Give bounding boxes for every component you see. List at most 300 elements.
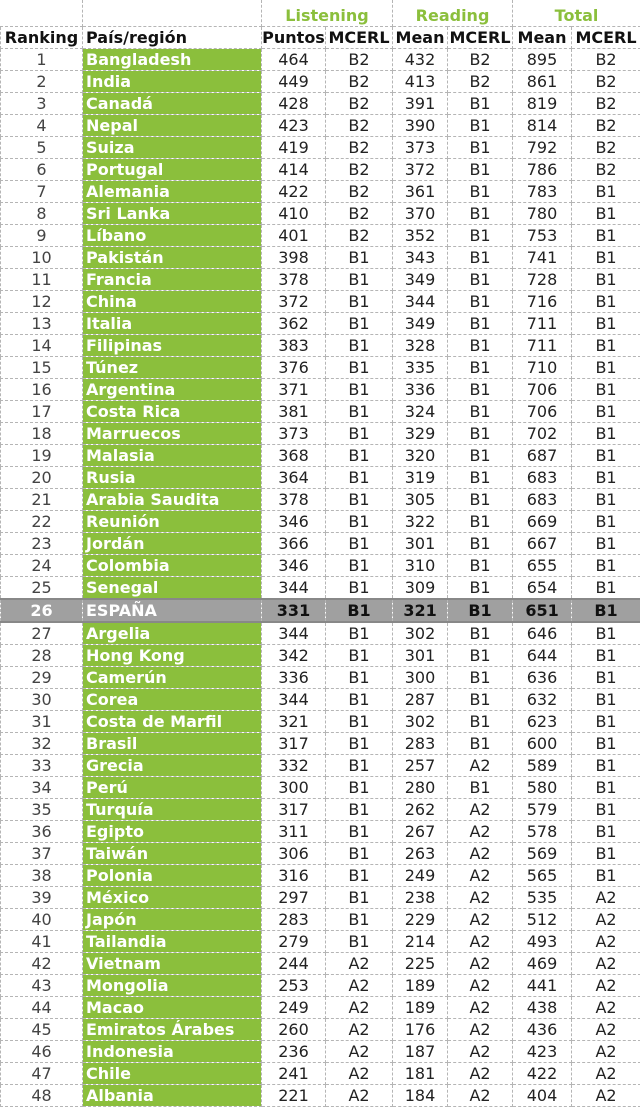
total-mean-cell: 792 [513,137,572,159]
reading-mean-cell: 263 [393,843,448,865]
total-mean-cell: 667 [513,533,572,555]
rank-cell: 8 [1,203,83,225]
table-row [1,689,640,711]
reading-mean-cell: 352 [393,225,448,247]
rank-cell: 14 [1,335,83,357]
column-header-reading-mean: Mean [393,27,448,49]
rank-cell: 4 [1,115,83,137]
country-cell: México [83,887,262,909]
total-mcerl-cell: B1 [572,225,640,247]
listening-mcerl-cell: A2 [326,997,393,1019]
table-row [1,115,640,137]
total-mean-cell: 589 [513,755,572,777]
total-mcerl-cell: B2 [572,71,640,93]
total-mcerl-cell: B1 [572,711,640,733]
listening-mcerl-cell: B2 [326,181,393,203]
table-row [1,291,640,313]
total-mean-cell: 423 [513,1041,572,1063]
listening-points-cell: 414 [262,159,326,181]
reading-mean-cell: 344 [393,291,448,313]
reading-mean-cell: 413 [393,71,448,93]
country-cell: Taiwán [83,843,262,865]
reading-mcerl-cell: B1 [448,423,513,445]
total-mcerl-cell: A2 [572,1063,640,1085]
total-mean-cell: 786 [513,159,572,181]
listening-mcerl-cell: B1 [326,401,393,423]
total-mcerl-cell: B1 [572,291,640,313]
reading-mcerl-cell: B1 [448,667,513,689]
country-cell: Macao [83,997,262,1019]
rank-cell: 15 [1,357,83,379]
table-row [1,777,640,799]
total-mcerl-cell: B1 [572,865,640,887]
total-mean-cell: 422 [513,1063,572,1085]
listening-mcerl-cell: B1 [326,645,393,667]
reading-mean-cell: 310 [393,555,448,577]
reading-mean-cell: 302 [393,711,448,733]
country-cell: Argelia [83,622,262,645]
table-row [1,953,640,975]
table-row [1,511,640,533]
listening-mcerl-cell: B1 [326,865,393,887]
table-row [1,755,640,777]
table-row [1,931,640,953]
total-mcerl-cell: A2 [572,1019,640,1041]
total-mcerl-cell: B1 [572,269,640,291]
table-row [1,225,640,247]
total-mean-cell: 819 [513,93,572,115]
reading-mean-cell: 280 [393,777,448,799]
reading-mcerl-cell: A2 [448,865,513,887]
listening-points-cell: 344 [262,689,326,711]
table-row [1,379,640,401]
total-mcerl-cell: B1 [572,467,640,489]
listening-mcerl-cell: B1 [326,291,393,313]
country-cell: Camerún [83,667,262,689]
table-row [1,401,640,423]
reading-mcerl-cell: B1 [448,335,513,357]
listening-points-cell: 346 [262,511,326,533]
total-mean-cell: 644 [513,645,572,667]
listening-mcerl-cell: B2 [326,115,393,137]
country-cell: Suiza [83,137,262,159]
reading-mcerl-cell: A2 [448,975,513,997]
listening-points-cell: 371 [262,379,326,401]
total-mean-cell: 814 [513,115,572,137]
total-mcerl-cell: B1 [572,445,640,467]
listening-points-cell: 344 [262,577,326,600]
listening-mcerl-cell: B2 [326,93,393,115]
reading-mean-cell: 238 [393,887,448,909]
rank-cell: 45 [1,1019,83,1041]
total-mean-cell: 578 [513,821,572,843]
rank-cell: 33 [1,755,83,777]
listening-mcerl-cell: B1 [326,357,393,379]
reading-mean-cell: 370 [393,203,448,225]
table-row [1,1041,640,1063]
table-row [1,577,640,600]
reading-mean-cell: 391 [393,93,448,115]
reading-mcerl-cell: A2 [448,799,513,821]
listening-mcerl-cell: B1 [326,555,393,577]
rank-cell: 21 [1,489,83,511]
reading-mean-cell: 324 [393,401,448,423]
reading-mcerl-cell: B1 [448,269,513,291]
country-cell: Corea [83,689,262,711]
country-cell: Emiratos Árabes [83,1019,262,1041]
rank-cell: 11 [1,269,83,291]
reading-mean-cell: 184 [393,1085,448,1107]
reading-mcerl-cell: B1 [448,203,513,225]
listening-mcerl-cell: B1 [326,733,393,755]
group-header-total: Total [513,0,640,27]
listening-points-cell: 372 [262,291,326,313]
listening-mcerl-cell: B1 [326,711,393,733]
listening-mcerl-cell: B1 [326,247,393,269]
table-row [1,865,640,887]
rank-cell: 36 [1,821,83,843]
total-mean-cell: 436 [513,1019,572,1041]
country-cell: Jordán [83,533,262,555]
listening-points-cell: 364 [262,467,326,489]
table-row [1,599,640,622]
column-header-listening-points: Puntos [262,27,325,47]
reading-mean-cell: 390 [393,115,448,137]
total-mcerl-cell: B1 [572,489,640,511]
table-row [1,533,640,555]
rank-cell: 5 [1,137,83,159]
reading-mcerl-cell: B1 [448,555,513,577]
table-row [1,1063,640,1085]
reading-mcerl-cell: B1 [448,511,513,533]
total-mean-cell: 565 [513,865,572,887]
listening-mcerl-cell: B1 [326,533,393,555]
rank-cell: 19 [1,445,83,467]
total-mean-cell: 646 [513,622,572,645]
reading-mean-cell: 189 [393,975,448,997]
listening-mcerl-cell: A2 [326,1063,393,1085]
country-cell: Portugal [83,159,262,181]
rank-cell: 26 [1,599,83,622]
total-mean-cell: 469 [513,953,572,975]
country-cell: Hong Kong [83,645,262,667]
total-mcerl-cell: A2 [572,953,640,975]
listening-mcerl-cell: B1 [326,931,393,953]
total-mcerl-cell: B1 [572,357,640,379]
total-mcerl-cell: B1 [572,599,640,622]
total-mcerl-cell: B2 [572,115,640,137]
total-mcerl-cell: B1 [572,689,640,711]
reading-mean-cell: 300 [393,667,448,689]
listening-points-cell: 368 [262,445,326,467]
reading-mean-cell: 214 [393,931,448,953]
listening-points-cell: 419 [262,137,326,159]
rank-cell: 39 [1,887,83,909]
column-header-reading-mcerl: MCERL [449,27,511,47]
reading-mcerl-cell: B1 [448,313,513,335]
listening-mcerl-cell: B1 [326,909,393,931]
rank-cell: 27 [1,622,83,645]
total-mcerl-cell: A2 [572,887,640,909]
total-mcerl-cell: B1 [572,645,640,667]
reading-mean-cell: 301 [393,645,448,667]
listening-points-cell: 381 [262,401,326,423]
rank-cell: 22 [1,511,83,533]
reading-mean-cell: 335 [393,357,448,379]
rank-cell: 18 [1,423,83,445]
country-cell: Senegal [83,577,262,600]
column-header-country: País/región [83,27,262,49]
listening-points-cell: 464 [262,49,326,71]
country-cell: Rusia [83,467,262,489]
reading-mcerl-cell: B1 [448,357,513,379]
listening-points-cell: 378 [262,489,326,511]
total-mcerl-cell: B1 [572,755,640,777]
listening-points-cell: 260 [262,1019,326,1041]
total-mean-cell: 895 [513,49,572,71]
listening-mcerl-cell: B1 [326,799,393,821]
reading-mean-cell: 349 [393,313,448,335]
table-row [1,843,640,865]
table-row [1,49,640,71]
reading-mcerl-cell: B1 [448,159,513,181]
reading-mcerl-cell: B1 [448,711,513,733]
total-mean-cell: 404 [513,1085,572,1107]
total-mean-cell: 438 [513,997,572,1019]
rank-cell: 20 [1,467,83,489]
table-row [1,1085,640,1107]
total-mcerl-cell: B1 [572,733,640,755]
reading-mean-cell: 301 [393,533,448,555]
rank-cell: 32 [1,733,83,755]
reading-mcerl-cell: B2 [448,71,513,93]
total-mcerl-cell: B2 [572,49,640,71]
listening-mcerl-cell: B1 [326,622,393,645]
country-cell: Chile [83,1063,262,1085]
total-mean-cell: 512 [513,909,572,931]
total-mcerl-cell: B1 [572,335,640,357]
reading-mean-cell: 302 [393,622,448,645]
listening-points-cell: 244 [262,953,326,975]
reading-mean-cell: 267 [393,821,448,843]
listening-points-cell: 373 [262,423,326,445]
reading-mean-cell: 320 [393,445,448,467]
table-row [1,423,640,445]
listening-points-cell: 236 [262,1041,326,1063]
listening-points-cell: 423 [262,115,326,137]
reading-mean-cell: 262 [393,799,448,821]
total-mean-cell: 702 [513,423,572,445]
total-mcerl-cell: B1 [572,799,640,821]
listening-mcerl-cell: B1 [326,821,393,843]
rank-cell: 10 [1,247,83,269]
listening-mcerl-cell: B1 [326,887,393,909]
rank-cell: 1 [1,49,83,71]
reading-mcerl-cell: B1 [448,645,513,667]
rank-cell: 29 [1,667,83,689]
country-cell: Canadá [83,93,262,115]
rank-cell: 12 [1,291,83,313]
country-cell: Marruecos [83,423,262,445]
total-mean-cell: 535 [513,887,572,909]
country-cell: Sri Lanka [83,203,262,225]
table-row [1,821,640,843]
rank-cell: 3 [1,93,83,115]
reading-mcerl-cell: B1 [448,401,513,423]
total-mcerl-cell: A2 [572,975,640,997]
rank-cell: 41 [1,931,83,953]
total-mean-cell: 780 [513,203,572,225]
table-row [1,667,640,689]
total-mean-cell: 753 [513,225,572,247]
listening-points-cell: 449 [262,71,326,93]
total-mean-cell: 651 [513,599,572,622]
total-mean-cell: 706 [513,379,572,401]
reading-mcerl-cell: A2 [448,843,513,865]
rank-cell: 6 [1,159,83,181]
country-cell: Malasia [83,445,262,467]
country-cell: Bangladesh [83,49,262,71]
rank-cell: 2 [1,71,83,93]
rank-cell: 30 [1,689,83,711]
table-row [1,1019,640,1041]
country-cell: Egipto [83,821,262,843]
total-mean-cell: 683 [513,467,572,489]
country-cell: Indonesia [83,1041,262,1063]
table-row [1,467,640,489]
table-row [1,489,640,511]
rank-cell: 46 [1,1041,83,1063]
reading-mean-cell: 349 [393,269,448,291]
country-cell: Mongolia [83,975,262,997]
total-mean-cell: 636 [513,667,572,689]
table-row [1,71,640,93]
total-mcerl-cell: B1 [572,533,640,555]
reading-mcerl-cell: B1 [448,777,513,799]
rank-cell: 37 [1,843,83,865]
reading-mcerl-cell: B1 [448,93,513,115]
country-cell: Polonia [83,865,262,887]
table-body [1,49,640,1107]
rank-cell: 40 [1,909,83,931]
country-cell: Alemania [83,181,262,203]
total-mean-cell: 861 [513,71,572,93]
reading-mcerl-cell: A2 [448,1019,513,1041]
total-mean-cell: 600 [513,733,572,755]
rank-cell: 48 [1,1085,83,1107]
country-cell: Nepal [83,115,262,137]
country-cell: Tailandia [83,931,262,953]
listening-points-cell: 376 [262,357,326,379]
total-mcerl-cell: B1 [572,203,640,225]
reading-mcerl-cell: B1 [448,489,513,511]
listening-points-cell: 344 [262,622,326,645]
listening-points-cell: 336 [262,667,326,689]
listening-mcerl-cell: B1 [326,667,393,689]
listening-mcerl-cell: B1 [326,511,393,533]
listening-mcerl-cell: B1 [326,843,393,865]
listening-points-cell: 362 [262,313,326,335]
rank-cell: 25 [1,577,83,600]
total-mcerl-cell: B1 [572,401,640,423]
reading-mcerl-cell: B1 [448,115,513,137]
reading-mean-cell: 257 [393,755,448,777]
column-header-row [1,27,640,49]
listening-points-cell: 321 [262,711,326,733]
total-mean-cell: 710 [513,357,572,379]
reading-mean-cell: 283 [393,733,448,755]
table-row [1,711,640,733]
total-mean-cell: 683 [513,489,572,511]
table-row [1,975,640,997]
country-cell: India [83,71,262,93]
reading-mcerl-cell: B2 [448,49,513,71]
listening-mcerl-cell: B2 [326,203,393,225]
listening-points-cell: 398 [262,247,326,269]
reading-mcerl-cell: A2 [448,931,513,953]
listening-points-cell: 311 [262,821,326,843]
total-mean-cell: 711 [513,335,572,357]
listening-mcerl-cell: B1 [326,313,393,335]
reading-mean-cell: 249 [393,865,448,887]
group-header-listening: Listening [262,0,393,27]
listening-mcerl-cell: B1 [326,269,393,291]
listening-mcerl-cell: B2 [326,71,393,93]
table-row [1,887,640,909]
country-cell: Líbano [83,225,262,247]
rank-cell: 35 [1,799,83,821]
reading-mcerl-cell: B1 [448,247,513,269]
rank-cell: 28 [1,645,83,667]
table-row [1,313,640,335]
total-mcerl-cell: B1 [572,247,640,269]
listening-mcerl-cell: B2 [326,225,393,247]
total-mean-cell: 580 [513,777,572,799]
total-mean-cell: 728 [513,269,572,291]
listening-mcerl-cell: A2 [326,975,393,997]
total-mcerl-cell: B1 [572,577,640,600]
country-cell: Filipinas [83,335,262,357]
total-mean-cell: 441 [513,975,572,997]
listening-points-cell: 401 [262,225,326,247]
group-header-empty [1,0,83,27]
table-row [1,357,640,379]
total-mean-cell: 493 [513,931,572,953]
listening-points-cell: 279 [262,931,326,953]
total-mean-cell: 623 [513,711,572,733]
reading-mean-cell: 319 [393,467,448,489]
listening-mcerl-cell: A2 [326,1041,393,1063]
group-header-empty [83,0,262,27]
column-header-total-mcerl: MCERL [572,27,640,49]
reading-mcerl-cell: B1 [448,599,513,622]
table-row [1,645,640,667]
reading-mcerl-cell: A2 [448,997,513,1019]
total-mean-cell: 632 [513,689,572,711]
rank-cell: 9 [1,225,83,247]
listening-points-cell: 410 [262,203,326,225]
listening-points-cell: 428 [262,93,326,115]
listening-mcerl-cell: B1 [326,777,393,799]
country-cell: Vietnam [83,953,262,975]
listening-points-cell: 331 [262,599,326,622]
table-row [1,445,640,467]
rank-cell: 38 [1,865,83,887]
total-mcerl-cell: B1 [572,379,640,401]
total-mcerl-cell: B1 [572,511,640,533]
country-cell: Japón [83,909,262,931]
table-row [1,997,640,1019]
